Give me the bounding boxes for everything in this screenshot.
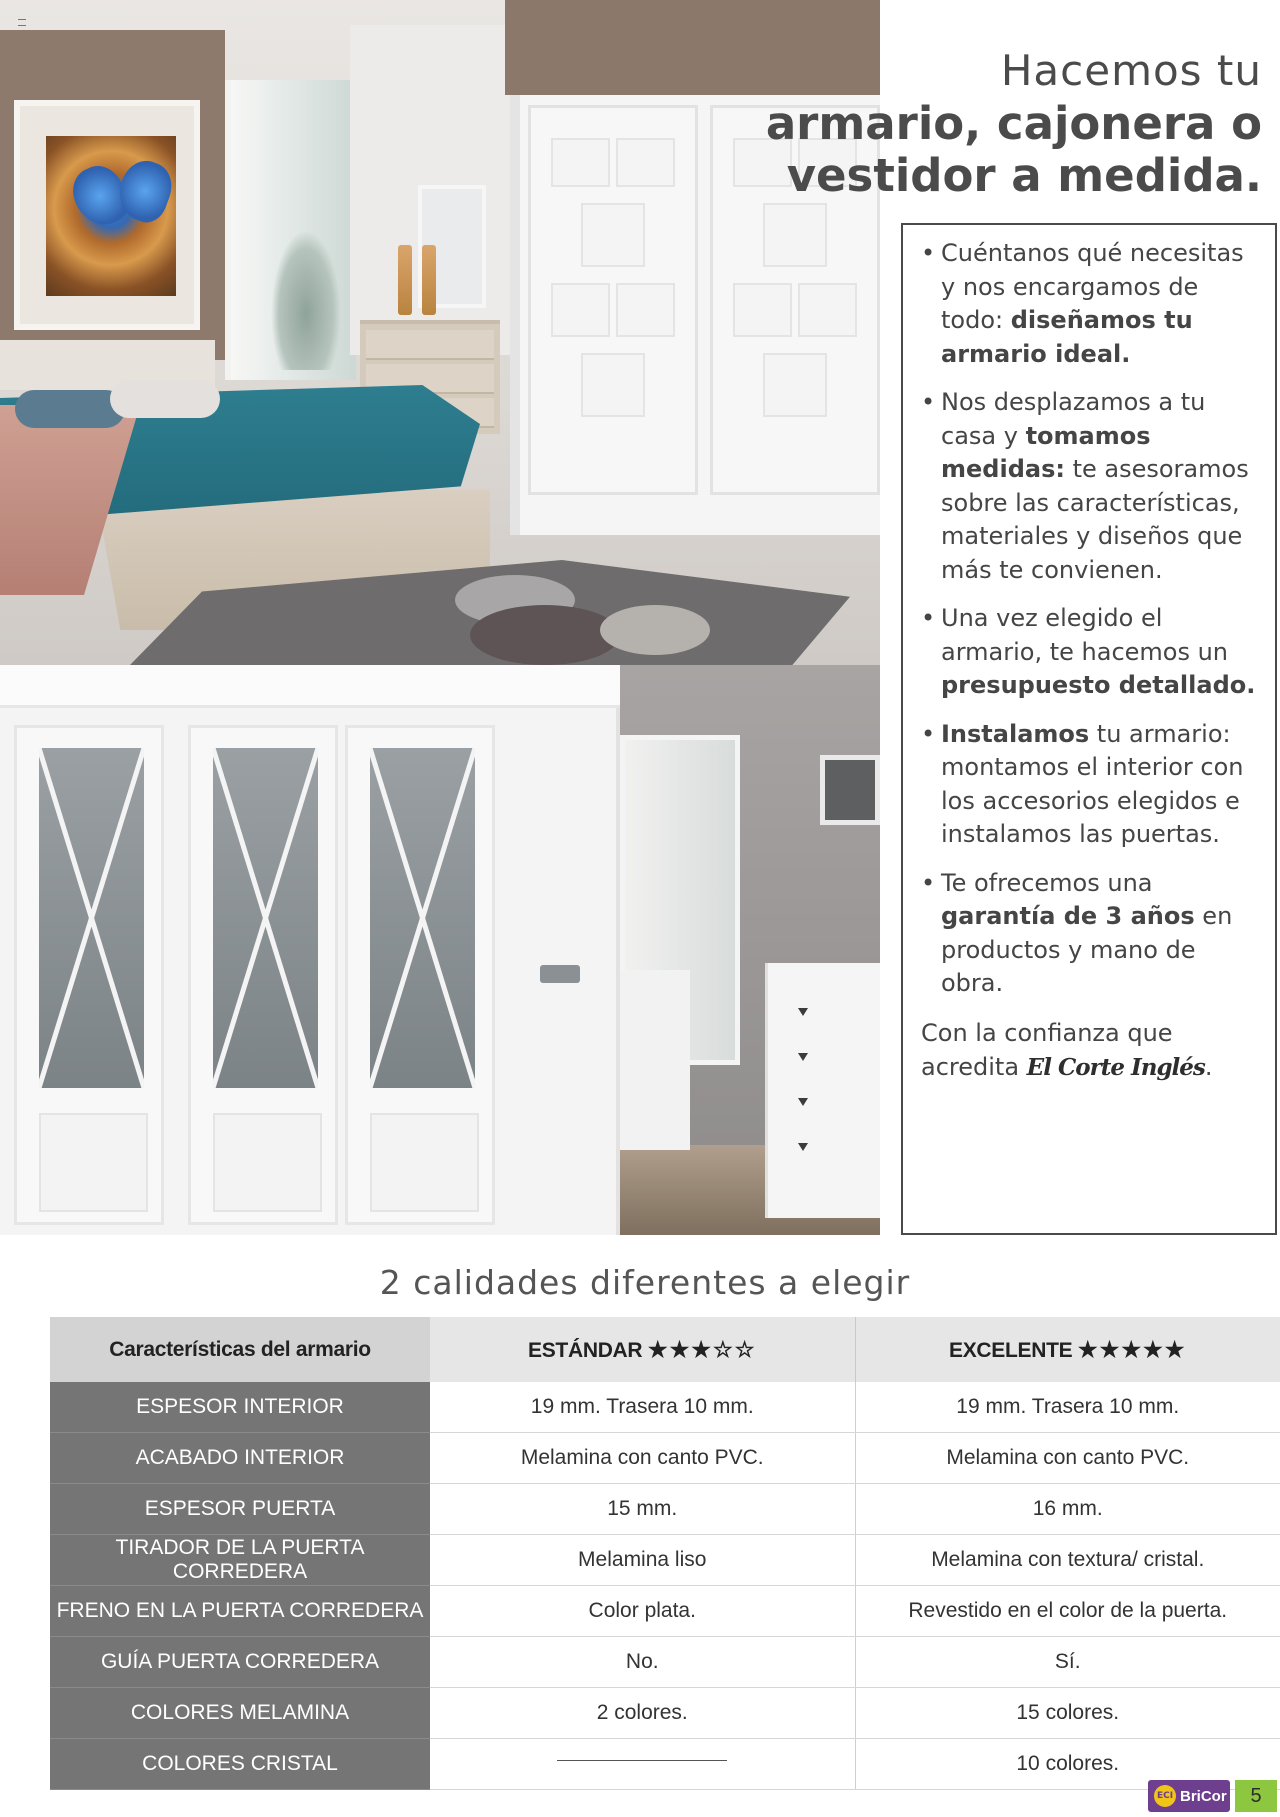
service-item xyxy=(921,867,1261,1001)
side-cabinet xyxy=(615,970,690,1150)
table-header-row xyxy=(50,1317,1280,1382)
excellent-title: EXCELENTE xyxy=(949,1338,1073,1362)
pillow xyxy=(15,390,125,428)
service-item-highlight: Instalamos xyxy=(941,719,1090,748)
standard-value: No. xyxy=(430,1637,855,1688)
el-corte-ingles-logo: El Corte Inglés xyxy=(1026,1053,1205,1081)
service-item-text: Te ofrecemos una xyxy=(941,868,1153,897)
pillow xyxy=(110,380,220,418)
excellent-value: 10 colores. xyxy=(855,1739,1280,1790)
standard-rating-stars: ★★★☆☆ xyxy=(647,1336,757,1362)
excellent-value: 16 mm. xyxy=(855,1484,1280,1535)
standard-value: Melamina liso xyxy=(430,1535,855,1586)
feature-label: GUÍA PUERTA CORREDERA xyxy=(50,1637,430,1688)
header-standard xyxy=(430,1317,855,1382)
service-info-box xyxy=(901,223,1277,1235)
feature-label: FRENO EN LA PUERTA CORREDERA xyxy=(50,1586,430,1637)
excellent-value: Sí. xyxy=(855,1637,1280,1688)
service-item xyxy=(921,386,1261,587)
service-item-text: tu armario: montamos el interior con los accesorios elegidos e instalamos las puertas. xyxy=(941,719,1244,848)
standard-value: 15 mm. xyxy=(430,1484,855,1535)
service-item-text: en productos y mano de obra. xyxy=(941,902,1233,997)
feature-label: ESPESOR PUERTA xyxy=(50,1484,430,1535)
headline-line-3: vestidor a medida. xyxy=(786,149,1262,202)
service-item xyxy=(921,602,1261,703)
excellent-value: Melamina con canto PVC. xyxy=(855,1433,1280,1484)
bedroom-photo xyxy=(0,0,880,665)
table-row xyxy=(50,1637,1280,1688)
standard-value: 2 colores. xyxy=(430,1688,855,1739)
feature-label: COLORES CRISTAL xyxy=(50,1739,430,1790)
table-row xyxy=(50,1382,1280,1433)
page-number: 5 xyxy=(1235,1780,1277,1812)
feature-label: ESPESOR INTERIOR xyxy=(50,1382,430,1433)
table-row xyxy=(50,1535,1280,1586)
table-row xyxy=(50,1739,1280,1790)
service-item-highlight: tomamos medidas: xyxy=(941,421,1151,483)
excellent-rating-stars: ★★★★★ xyxy=(1077,1336,1187,1362)
excellent-value: 19 mm. Trasera 10 mm. xyxy=(855,1382,1280,1433)
headline xyxy=(766,44,1262,202)
service-item-text: Nos desplazamos a tu casa y xyxy=(941,388,1206,450)
excellent-value: 15 colores. xyxy=(855,1688,1280,1739)
window xyxy=(225,80,356,380)
table-row xyxy=(50,1484,1280,1535)
service-item xyxy=(921,718,1261,852)
closing-text: Con la confianza que acredita xyxy=(921,1018,1173,1081)
bricor-logo-text: BriCor xyxy=(1180,1787,1227,1805)
wardrobe-photo xyxy=(0,665,880,1235)
table-body xyxy=(50,1382,1280,1790)
service-item-highlight: diseñamos tu armario ideal. xyxy=(941,306,1193,368)
chest-of-drawers xyxy=(765,963,880,1218)
feature-label: COLORES MELAMINA xyxy=(50,1688,430,1739)
service-item-highlight: garantía de 3 años xyxy=(941,902,1195,930)
menu-icon xyxy=(18,19,26,26)
glass-door-wardrobe xyxy=(0,665,620,1235)
header-features: Características del armario xyxy=(50,1317,430,1382)
table-row xyxy=(50,1433,1280,1484)
excellent-value: Revestido en el color de la puerta. xyxy=(855,1586,1280,1637)
standard-value xyxy=(430,1739,855,1790)
closing-statement xyxy=(921,1016,1261,1085)
not-available-dash xyxy=(557,1760,727,1761)
standard-value: 19 mm. Trasera 10 mm. xyxy=(430,1382,855,1433)
comparison-table xyxy=(50,1317,1280,1790)
header-excellent xyxy=(855,1317,1280,1382)
bricor-logo xyxy=(1148,1780,1230,1812)
vase xyxy=(422,245,436,315)
feature-label: TIRADOR DE LA PUERTA CORREDERA xyxy=(50,1535,430,1586)
butterfly-painting xyxy=(14,100,200,330)
floor-cushion xyxy=(470,605,620,665)
service-item-highlight: presupuesto detallado. xyxy=(941,671,1256,699)
feature-label: ACABADO INTERIOR xyxy=(50,1433,430,1484)
vase xyxy=(398,245,412,315)
service-item-text: te asesoramos sobre las características, materiales y diseños que más te convienen. xyxy=(941,455,1249,584)
floor-cushion xyxy=(600,605,710,655)
headline-line-2: armario, cajonera o xyxy=(765,97,1262,150)
headline-line-1: Hacemos tu xyxy=(1000,46,1262,95)
excellent-value: Melamina con textura/ cristal. xyxy=(855,1535,1280,1586)
service-item-text: Una vez elegido el armario, te hacemos un xyxy=(941,604,1229,666)
table-row xyxy=(50,1688,1280,1739)
table-row xyxy=(50,1586,1280,1637)
service-item-text: Cuéntanos qué necesitas y nos encargamos de todo: xyxy=(941,239,1244,334)
standard-value: Melamina con canto PVC. xyxy=(430,1433,855,1484)
standard-value: Color plata. xyxy=(430,1586,855,1637)
service-list xyxy=(921,237,1261,1001)
service-item xyxy=(921,237,1261,371)
standard-title: ESTÁNDAR xyxy=(528,1338,643,1362)
closing-period: . xyxy=(1204,1052,1213,1081)
section-title: 2 calidades diferentes a elegir xyxy=(379,1263,911,1302)
bricor-logo-icon: ECI xyxy=(1154,1785,1176,1807)
